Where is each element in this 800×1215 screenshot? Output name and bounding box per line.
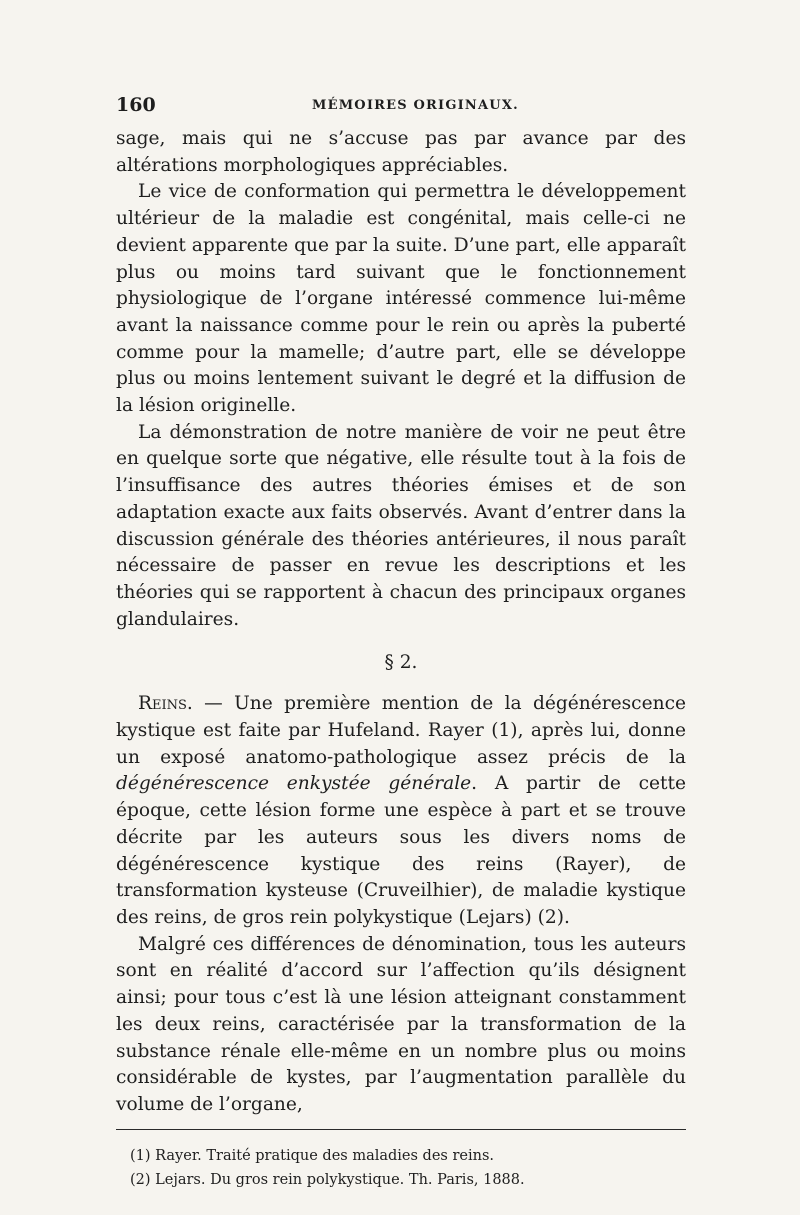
footnote-rule (116, 1129, 686, 1130)
body-text (116, 126, 686, 1119)
page-number: 160 (116, 94, 156, 116)
footnotes (116, 1144, 686, 1192)
footnote-2: (2) Lejars. Du gros rein polykystique. Th. Paris, 1888. (130, 1171, 525, 1188)
running-head: MÉMOIRES ORIGINAUX. (312, 98, 519, 113)
paragraph-continuation: sage, mais qui ne s’accuse pas par avance par des altérations morphologiques appréciables. (116, 128, 686, 176)
section-heading: § 2. (384, 652, 418, 674)
reins-italic-term: dégénérescence enkystée générale (116, 773, 472, 795)
footnote-1: (1) Rayer. Traité pratique des maladies des reins. (130, 1147, 495, 1164)
reins-text-a: — Une première mention de la dégénérescence kystique est faite par Hufeland. Rayer (1), après lui, donne un exposé anatomo-pathologique assez précis de la (116, 693, 686, 768)
paragraph-congenital: Le vice de conformation qui permettra le développement ultérieur de la maladie est congénital, mais celle-ci ne devient apparente que par la suite. D’une part, elle apparaît plus ou moins tard suivant que le fonctionnement physiologique de l’organe intéressé commence lui-même avant la naissance comme pour le rein ou après la puberté comme pour la mamelle; d’autre part, elle se développe plus ou moins lentement suivant le degré et la diffusion de la lésion originelle. (116, 181, 686, 417)
reins-text-b: . A partir de cette époque, cette lésion forme une espèce à part et se trouve décrite par les auteurs sous les divers noms de dégénérescence kystique des reins (Rayer), de transformation kysteuse (Cruveilhier), de maladie kystique des reins, de gros rein polykystique (Lejars) (2). (116, 773, 687, 928)
page-header (116, 94, 686, 126)
paragraph-reins (116, 691, 686, 931)
paragraph-malgre: Malgré ces différences de dénomination, tous les auteurs sont en réalité d’accord sur l’affection qu’ils désignent ainsi; pour tous c’est là une lésion atteignant constamment les deux reins, caractérisée par la transformation de la substance rénale elle-même en un nombre plus ou moins considérable de kystes, par l’augmentation parallèle du volume de l’organe, (116, 933, 686, 1115)
paragraph-demonstration: La démonstration de notre manière de voir ne peut être en quelque sorte que négative, elle résulte tout à la fois de l’insuffisance des autres théories émises et de son adaptation exacte aux faits observés. Avant d’entrer dans la discussion générale des théories antérieures, il nous paraît nécessaire de passer en revue les descriptions et les théories qui se rapportent à chacun des principaux organes glandulaires. (116, 421, 686, 630)
reins-heading: Reins. (138, 693, 193, 715)
book-page (116, 94, 686, 1192)
